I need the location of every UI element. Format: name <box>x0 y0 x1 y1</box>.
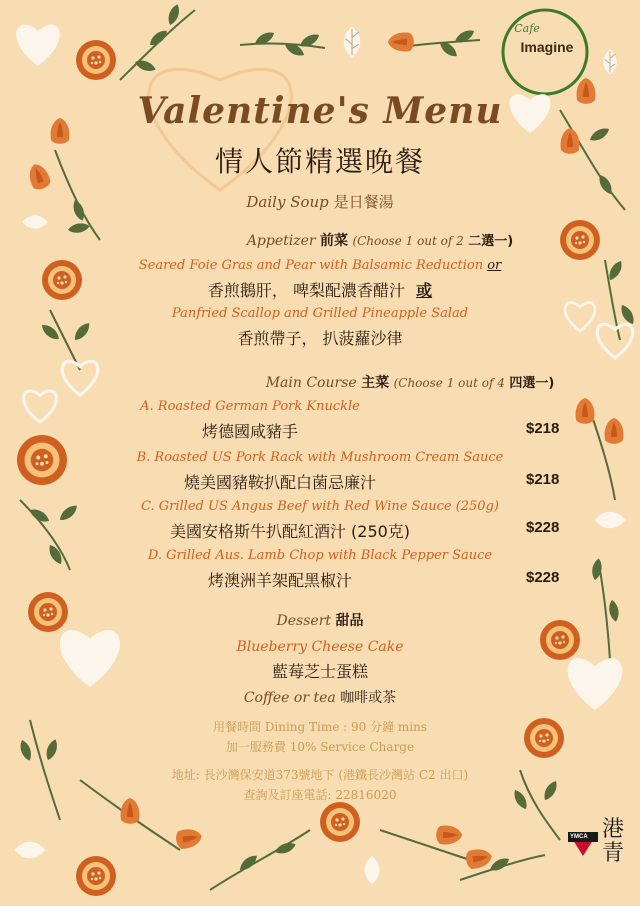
appetizer-or-zh: 或 <box>416 281 433 300</box>
main-rule-en: (Choose 1 out of 4 <box>393 376 505 390</box>
drink-en: Coffee or tea <box>243 690 336 706</box>
main-item-price: $218 <box>526 420 560 437</box>
phone-note: 查詢及訂座電話: 22816020 <box>243 788 397 802</box>
drink-zh: 咖啡或茶 <box>340 690 397 706</box>
appetizer-rule-en: (Choose 1 out of 2 <box>352 234 464 248</box>
main-item-price: $228 <box>526 569 560 586</box>
address-note: 地址: 長沙灣保安道373號地下 (港鐵長沙灣站 C2 出口) <box>171 768 469 782</box>
dessert-item-zh: 藍莓芝士蛋糕 <box>271 662 368 681</box>
main-rule-zh: 四選一) <box>509 376 555 391</box>
ymca-logo <box>564 818 634 888</box>
main-item-zh: 燒美國豬鞍扒配白菌忌廉汁 <box>183 473 376 492</box>
appetizer-or-en: or <box>487 258 502 273</box>
dessert-heading-en: Dessert <box>276 613 332 629</box>
main-item-en: C. Grilled US Angus Beef with Red Wine Sauce (250g) <box>141 499 499 514</box>
appetizer-rule-zh: 二選一) <box>468 234 514 249</box>
dessert-heading <box>0 610 640 630</box>
main-item-zh: 烤德國咸豬手 <box>201 422 298 441</box>
appetizer-item-2-en: Panfried Scallop and Grilled Pineapple Salad <box>171 306 469 321</box>
soup-en: Daily Soup <box>246 193 329 211</box>
page-subtitle: 情人節精選晚餐 <box>214 145 425 178</box>
main-item-en: D. Grilled Aus. Lamb Chop with Black Pepper Sauce <box>147 548 493 563</box>
logo-name-text: Imagine <box>520 39 574 55</box>
main-item-en: B. Roasted US Pork Rack with Mushroom Cream Sauce <box>136 450 504 465</box>
main-item-zh: 美國安格斯牛扒配紅酒汁 (250克) <box>169 522 411 541</box>
appetizer-item-1-en <box>0 258 640 273</box>
main-heading-en: Main Course <box>265 375 357 391</box>
main-item-en: A. Roasted German Pork Knuckle <box>140 399 360 414</box>
cafe-logo <box>505 22 589 82</box>
appetizer-heading-zh: 前菜 <box>320 233 349 249</box>
logo-cafe-text: Cafe <box>514 22 540 35</box>
main-item-price: $218 <box>526 471 560 488</box>
page-title: Valentine's Menu <box>137 90 503 132</box>
appetizer-heading <box>60 230 640 250</box>
appetizer-item-2-zh: 香煎帶子， 扒菠蘿沙律 <box>237 329 403 348</box>
main-heading-zh: 主菜 <box>361 375 390 391</box>
dining-time-note: 用餐時間 Dining Time : 90 分鐘 mins <box>212 720 428 734</box>
appetizer-heading-en: Appetizer <box>246 233 316 249</box>
main-heading <box>90 372 640 392</box>
drink-line <box>0 687 640 707</box>
appetizer-item-1-zh-text: 香煎鵝肝， 啤梨配濃香醋汁 <box>207 281 405 300</box>
appetizer-item-1-en-text: Seared Foie Gras and Pear with Balsamic Reduction <box>138 258 484 273</box>
ymca-chars-text: 港青 <box>602 817 625 866</box>
main-item-price: $228 <box>526 519 560 536</box>
service-charge-note: 加一服務費 10% Service Charge <box>225 740 415 754</box>
dessert-heading-zh: 甜品 <box>335 613 364 629</box>
appetizer-item-1-zh <box>0 278 640 301</box>
daily-soup <box>0 191 640 212</box>
ymca-brand-text: YMCA <box>570 834 588 840</box>
dessert-item-en: Blueberry Cheese Cake <box>236 639 404 655</box>
main-item-zh: 烤澳洲羊架配黑椒汁 <box>207 571 352 590</box>
soup-zh: 是日餐湯 <box>333 193 394 211</box>
